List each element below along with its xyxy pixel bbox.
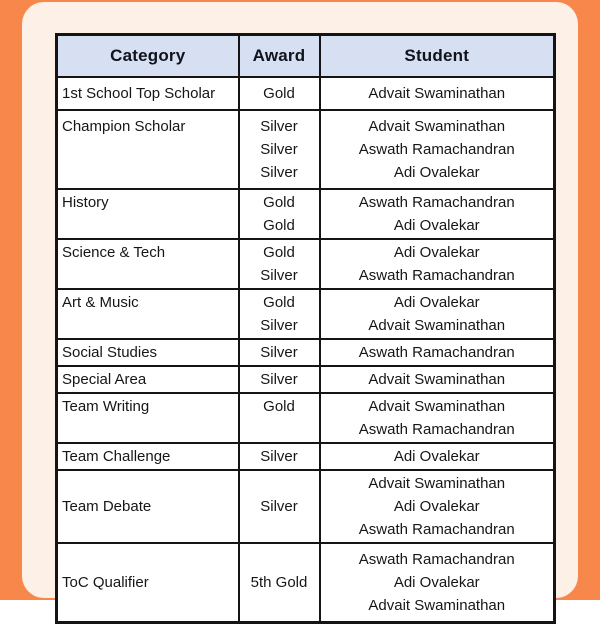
table-row [57, 339, 555, 366]
award-line: Gold [263, 194, 295, 211]
category-cell: Team Challenge [57, 443, 239, 470]
student-cell [320, 443, 555, 470]
student-line: Advait Swaminathan [368, 85, 506, 102]
award-cell [239, 77, 320, 110]
category-cell: Art & Music [57, 289, 239, 339]
award-cell [239, 543, 320, 623]
category-cell: Champion Scholar [57, 110, 239, 189]
student-line: Aswath Ramachandran [358, 344, 515, 361]
student-line: Advait Swaminathan [368, 398, 506, 415]
award-cell [239, 443, 320, 470]
category-cell: Team Debate [57, 470, 239, 543]
award-line: Gold [263, 244, 295, 261]
header-category: Category [57, 35, 239, 78]
student-line: Adi Ovalekar [393, 217, 480, 234]
award-line: Silver [260, 371, 298, 388]
student-line: Advait Swaminathan [368, 475, 506, 492]
student-line: Aswath Ramachandran [358, 194, 515, 211]
table-row [57, 366, 555, 393]
student-line: Aswath Ramachandran [358, 521, 515, 538]
award-cell [239, 189, 320, 239]
header-student: Student [320, 35, 555, 78]
category-cell: Science & Tech [57, 239, 239, 289]
student-cell [320, 110, 555, 189]
category-cell: History [57, 189, 239, 239]
table-row [57, 443, 555, 470]
student-cell [320, 189, 555, 239]
category-cell: Special Area [57, 366, 239, 393]
award-cell [239, 110, 320, 189]
table-row [57, 393, 555, 443]
category-cell: Team Writing [57, 393, 239, 443]
award-line: Silver [260, 164, 298, 181]
student-cell [320, 543, 555, 623]
student-cell [320, 339, 555, 366]
header-award: Award [239, 35, 320, 78]
table-row [57, 289, 555, 339]
student-cell [320, 289, 555, 339]
student-cell [320, 366, 555, 393]
table-row [57, 77, 555, 110]
table-header [57, 35, 555, 78]
category-cell: Social Studies [57, 339, 239, 366]
student-line: Adi Ovalekar [393, 164, 480, 181]
category-cell: 1st School Top Scholar [57, 77, 239, 110]
table-row [57, 239, 555, 289]
student-line: Adi Ovalekar [393, 294, 480, 311]
award-line: Gold [263, 294, 295, 311]
student-cell [320, 470, 555, 543]
award-cell [239, 393, 320, 443]
header-row [57, 35, 555, 78]
student-line: Advait Swaminathan [368, 317, 506, 334]
award-line: Silver [260, 448, 298, 465]
award-line: Silver [260, 118, 298, 135]
student-cell [320, 77, 555, 110]
award-line: Silver [260, 141, 298, 158]
results-table-body [57, 77, 555, 623]
awards-results-table [55, 33, 556, 624]
award-line: Gold [263, 85, 295, 102]
student-cell [320, 393, 555, 443]
student-line: Aswath Ramachandran [358, 267, 515, 284]
award-line: Silver [260, 344, 298, 361]
award-line: Silver [260, 267, 298, 284]
student-line: Advait Swaminathan [368, 371, 506, 388]
award-line: Silver [260, 317, 298, 334]
student-line: Adi Ovalekar [393, 498, 480, 515]
award-line: Gold [263, 217, 295, 234]
student-line: Advait Swaminathan [368, 597, 506, 614]
table-row [57, 189, 555, 239]
table-row [57, 110, 555, 189]
award-cell [239, 289, 320, 339]
award-cell [239, 239, 320, 289]
award-cell [239, 339, 320, 366]
award-line: Silver [260, 498, 298, 515]
table-row [57, 470, 555, 543]
award-line: 5th Gold [250, 574, 308, 591]
student-line: Advait Swaminathan [368, 118, 506, 135]
award-cell [239, 470, 320, 543]
award-line: Gold [263, 398, 295, 415]
category-cell: ToC Qualifier [57, 543, 239, 623]
student-line: Aswath Ramachandran [358, 421, 515, 438]
student-line: Adi Ovalekar [393, 574, 480, 591]
student-line: Aswath Ramachandran [358, 141, 515, 158]
table-row [57, 543, 555, 623]
student-cell [320, 239, 555, 289]
student-line: Aswath Ramachandran [358, 551, 515, 568]
student-line: Adi Ovalekar [393, 448, 480, 465]
award-cell [239, 366, 320, 393]
student-line: Adi Ovalekar [393, 244, 480, 261]
